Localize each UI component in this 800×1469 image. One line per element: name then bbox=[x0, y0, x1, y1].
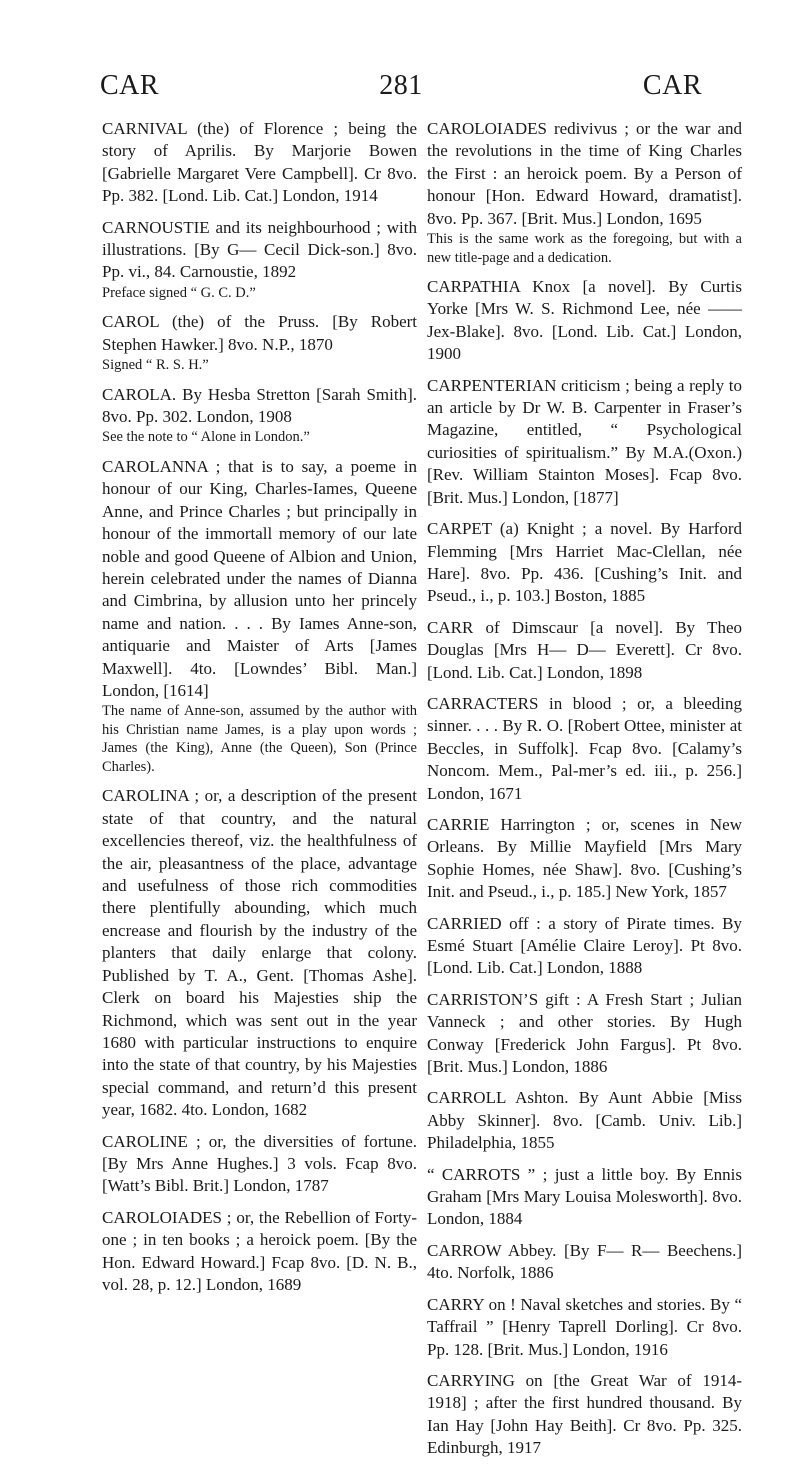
entry bbox=[102, 384, 417, 447]
entry bbox=[427, 276, 742, 366]
entry bbox=[102, 217, 417, 303]
entry-text: CARRISTON’S gift : A Fresh Start ; Julian Vanneck ; and other stories. By Hugh Conway [Frederick John Fargus]. Pt 8vo. [Brit. Mus.] London, 1886 bbox=[427, 989, 742, 1077]
entry-note: The name of Anne-son, assumed by the author with his Christian name James, is a play upon words ; James (the King), Anne (the Queen), Son (Prince Charles). bbox=[102, 703, 417, 775]
entry-text: CAROLOIADES ; or, the Rebellion of Forty-one ; in ten books ; a heroick poem. [By the Hon. Edward Howard.] Fcap 8vo. [D. N. B., vol. 28, p. 12.] London, 1689 bbox=[102, 1207, 417, 1294]
entry-text: CARNOUSTIE and its neighbourhood ; with illustrations. [By G— Cecil Dick-son.] 8vo. Pp. vi., 84. Carnoustie, 1892 bbox=[102, 217, 417, 282]
entry bbox=[102, 785, 417, 1121]
entry bbox=[427, 1087, 742, 1154]
entry bbox=[427, 989, 742, 1079]
entry bbox=[102, 456, 417, 776]
entry bbox=[102, 1131, 417, 1198]
entry bbox=[102, 1207, 417, 1297]
entry-text: CAROLINE ; or, the diversities of fortune. [By Mrs Anne Hughes.] 3 vols. Fcap 8vo. [Watt’s Bibl. Brit.] London, 1787 bbox=[102, 1131, 417, 1196]
entry-text: CAROL (the) of the Pruss. [By Robert Stephen Hawker.] 8vo. N.P., 1870 bbox=[102, 312, 417, 354]
entry-text: CAROLA. By Hesba Stretton [Sarah Smith]. 8vo. Pp. 302. London, 1908 bbox=[102, 384, 417, 427]
header-right: CAR bbox=[642, 70, 702, 101]
entry-text: CARRACTERS in blood ; or, a bleeding sinner. . . . By R. O. [Robert Ottee, minister at Beccles, in Suffolk]. Fcap 8vo. [Calamy’s Noncom. Mem., Pal-mer’s ed. iii., p. 256.] London, 1671 bbox=[427, 693, 742, 803]
entry-text: CARRIE Harrington ; or, scenes in New Orleans. By Millie Mayfield [Mrs Mary Sophie Homes, née Shaw]. 8vo. [Cushing’s Init. and Pseud., i., p. 185.] New York, 1857 bbox=[427, 814, 742, 902]
running-header bbox=[100, 70, 702, 102]
entry-text: CARROW Abbey. [By F— R— Beechens.] 4to. Norfolk, 1886 bbox=[427, 1240, 742, 1283]
entry-note: Signed “ R. S. H.” bbox=[102, 357, 209, 374]
entry bbox=[427, 518, 742, 608]
entry bbox=[427, 1164, 742, 1231]
entry-text: “ CARROTS ” ; just a little boy. By Ennis Graham [Mrs Mary Louisa Molesworth]. 8vo. London, 1884 bbox=[427, 1164, 742, 1229]
page-number: 281 bbox=[379, 70, 423, 101]
entry-text: CARRY on ! Naval sketches and stories. By “ Taffrail ” [Henry Taprell Dorling]. Cr 8vo. Pp. 128. [Brit. Mus.] London, 1916 bbox=[427, 1294, 742, 1359]
entry bbox=[427, 375, 742, 509]
entry-text: CARPATHIA Knox [a novel]. By Curtis Yorke [Mrs W. S. Richmond Lee, née —— Jex-Blake]. 8vo. [Lond. Lib. Cat.] London, 1900 bbox=[427, 277, 742, 364]
entry bbox=[427, 1370, 742, 1460]
entry-text: CARRIED off : a story of Pirate times. By Esmé Stuart [Amélie Claire Leroy]. Pt 8vo. [Lond. Lib. Cat.] London, 1888 bbox=[427, 913, 742, 978]
header-left: CAR bbox=[100, 70, 160, 101]
entry-note: Preface signed “ G. C. D.” bbox=[102, 284, 256, 301]
entry bbox=[427, 814, 742, 904]
entry-text: CARNIVAL (the) of Florence ; being the story of Aprilis. By Marjorie Bowen [Gabrielle Margaret Vere Campbell]. Cr 8vo. Pp. 382. [Lond. Lib. Cat.] London, 1914 bbox=[102, 119, 417, 206]
entry-text: CARRYING on [the Great War of 1914-1918] ; after the first hundred thousand. By Ian Hay [John Hay Beith]. Cr 8vo. Pp. 325. Edinburgh, 1917 bbox=[427, 1370, 742, 1458]
entry-text: CARROLL Ashton. By Aunt Abbie [Miss Abby Skinner]. 8vo. [Camb. Univ. Lib.] Philadelphia, 1855 bbox=[427, 1088, 742, 1153]
left-column bbox=[102, 118, 417, 1305]
entry-text: CARR of Dimscaur [a novel]. By Theo Douglas [Mrs H— D— Everett]. Cr 8vo. [Lond. Lib. Cat.] London, 1898 bbox=[427, 617, 742, 682]
entry-text: CAROLANNA ; that is to say, a poeme in honour of our King, Charles-Iames, Queene Anne, and Prince Charles ; but principally in honour of the immortall memory of our late noble and good Queene of Albion and Union, herein celebrated under the names of Dianna and Cimbrina, by allusion unto her princely name and nation. . . . By Iames Anne-son, antiquarie and Maister of Arts [James Maxwell]. 4to. [Lowndes’ Bibl. Man.] London, [1614] bbox=[102, 456, 417, 701]
entry-note: This is the same work as the foregoing, but with a new title-page and a dedication. bbox=[427, 231, 742, 266]
entry bbox=[427, 913, 742, 980]
entry bbox=[427, 118, 742, 267]
entry bbox=[102, 118, 417, 208]
entry bbox=[427, 617, 742, 684]
entry-note: See the note to “ Alone in London.” bbox=[102, 429, 310, 446]
entry bbox=[427, 1294, 742, 1361]
entry bbox=[102, 311, 417, 374]
entry-text: CARPET (a) Knight ; a novel. By Harford Flemming [Mrs Harriet Mac-Clellan, née Hare]. 8vo. Pp. 436. [Cushing’s Init. and Pseud., i., p. 103.] Boston, 1885 bbox=[427, 519, 742, 606]
right-column bbox=[427, 118, 742, 1469]
entry-text: CAROLOIADES redivivus ; or the war and the revolutions in the time of King Charles the First : an heroick poem. By a Person of honour [Hon. Edward Howard, dramatist]. 8vo. Pp. 367. [Brit. Mus.] London, 1695 bbox=[427, 119, 742, 228]
entry bbox=[427, 693, 742, 805]
entry-text: CAROLINA ; or, a description of the present state of that country, and the natural excellencies thereof, viz. the healthfulness of the air, pleasantness of the place, advantage and usefulness of those rich commodities there plentifully abounding, which much encrease and flourish by the industry of the planters that daily enlarge that colony. Published by T. A., Gent. [Thomas Ashe]. Clerk on board his Majesties ship the Richmond, which was sent out in the year 1680 with particular instructions to enquire into the state of that country, by his Majesties special command, and return’d this present year, 1682. 4to. London, 1682 bbox=[102, 786, 417, 1120]
entry-text: CARPENTERIAN criticism ; being a reply to an article by Dr W. B. Carpenter in Fraser’s Magazine, entitled, “ Psychological curiosities of spiritualism.” By M.A.(Oxon.) [Rev. William Stainton Moses]. Fcap 8vo. [Brit. Mus.] London, [1877] bbox=[427, 375, 742, 507]
